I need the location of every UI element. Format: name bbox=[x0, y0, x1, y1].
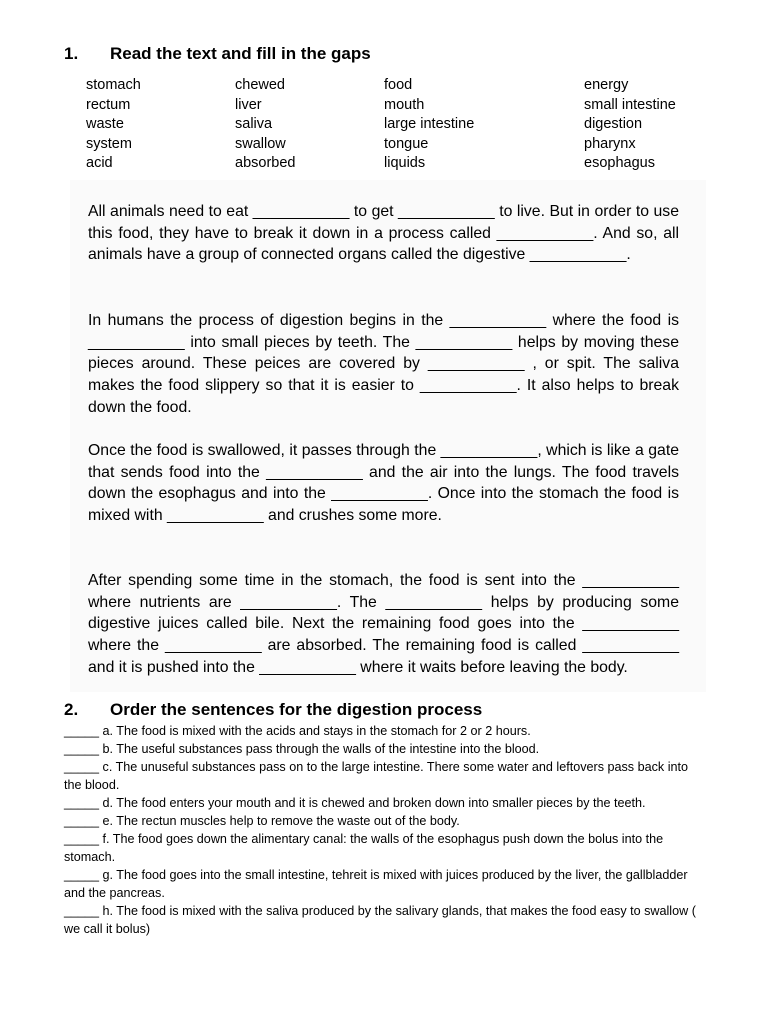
order-item: _____ f. The food goes down the alimentary canal: the walls of the esophagus push down the bolus into the stomach. bbox=[64, 832, 664, 864]
fill-in-passage bbox=[70, 180, 706, 692]
word-bank-item: pharynx bbox=[584, 135, 636, 152]
word-bank-item: tongue bbox=[384, 135, 429, 152]
word-bank-item: liver bbox=[235, 96, 262, 113]
word-bank-item: esophagus bbox=[584, 155, 655, 172]
word-bank bbox=[86, 76, 704, 174]
word-bank-item: mouth bbox=[384, 96, 425, 113]
word-bank-item: energy bbox=[584, 77, 629, 93]
order-item: _____ a. The food is mixed with the acids and stays in the stomach for 2 or 2 hours. bbox=[64, 724, 531, 738]
order-item: _____ c. The unuseful substances pass on to the large intestine. There some water and leftovers pass back into the blood. bbox=[64, 760, 688, 792]
word-bank-item: small intestine bbox=[584, 96, 676, 113]
word-bank-item: absorbed bbox=[235, 155, 296, 172]
section-title: Order the sentences for the digestion process bbox=[110, 700, 483, 719]
section-1-heading bbox=[64, 44, 371, 64]
ordering-list bbox=[64, 722, 708, 938]
word-bank-item: waste bbox=[86, 116, 124, 133]
word-bank-item: rectum bbox=[86, 96, 131, 113]
section-title: Read the text and fill in the gaps bbox=[110, 44, 371, 63]
order-item: _____ h. The food is mixed with the saliva produced by the salivary glands, that makes the food easy to swallow ( we call it bolus) bbox=[64, 904, 696, 936]
passage-paragraph: In humans the process of digestion begins in the ___________ where the food is ___________ into small pieces by teeth. The ___________ helps by moving these pieces around. These peices are covered by ___________ , or spit. The saliva makes the food slippery so that it is easier to ___________. It also helps to break down the food. bbox=[88, 311, 679, 416]
passage-paragraph: After spending some time in the stomach, the food is sent into the ___________ where nutrients are ___________. The ___________ helps by producing some digestive juices called bile. Next the remaining food goes into the ___________ where the ___________ are absorbed. The remaining food is called ___________ and it is pushed into the ___________ where it waits before leaving the body. bbox=[88, 571, 679, 676]
order-item: _____ e. The rectun muscles help to remove the waste out of the body. bbox=[64, 814, 460, 828]
word-bank-item: liquids bbox=[384, 155, 426, 172]
passage-paragraph: All animals need to eat ___________ to get ___________ to live. But in order to use this food, they have to break it down in a process called ___________. And so, all animals have a group of connected organs called the digestive ___________. bbox=[88, 202, 679, 264]
word-bank-item: saliva bbox=[235, 116, 273, 133]
order-item: _____ b. The useful substances pass through the walls of the intestine into the blood. bbox=[64, 742, 540, 756]
word-bank-item: swallow bbox=[235, 135, 286, 152]
word-bank-item: stomach bbox=[86, 77, 141, 93]
word-bank-item: acid bbox=[86, 155, 113, 172]
word-bank-item: food bbox=[384, 77, 413, 93]
word-bank-item: chewed bbox=[235, 77, 285, 93]
word-bank-item: large intestine bbox=[384, 116, 475, 133]
word-bank-item: digestion bbox=[584, 116, 643, 133]
order-item: _____ g. The food goes into the small intestine, tehreit is mixed with juices produced by the liver, the gallbladder and the pancreas. bbox=[64, 868, 688, 900]
order-item: _____ d. The food enters your mouth and it is chewed and broken down into smaller pieces by the teeth. bbox=[64, 796, 646, 810]
passage-paragraph: Once the food is swallowed, it passes through the ___________, which is like a gate that sends food into the ___________ and the air into the lungs. The food travels down the esophagus and into the ___________. Once into the stomach the food is mixed with ___________ and crushes some more. bbox=[88, 441, 679, 525]
section-number: 2. bbox=[64, 700, 79, 719]
word-bank-item: system bbox=[86, 135, 132, 152]
section-number: 1. bbox=[64, 44, 79, 63]
section-2-heading bbox=[64, 700, 482, 720]
